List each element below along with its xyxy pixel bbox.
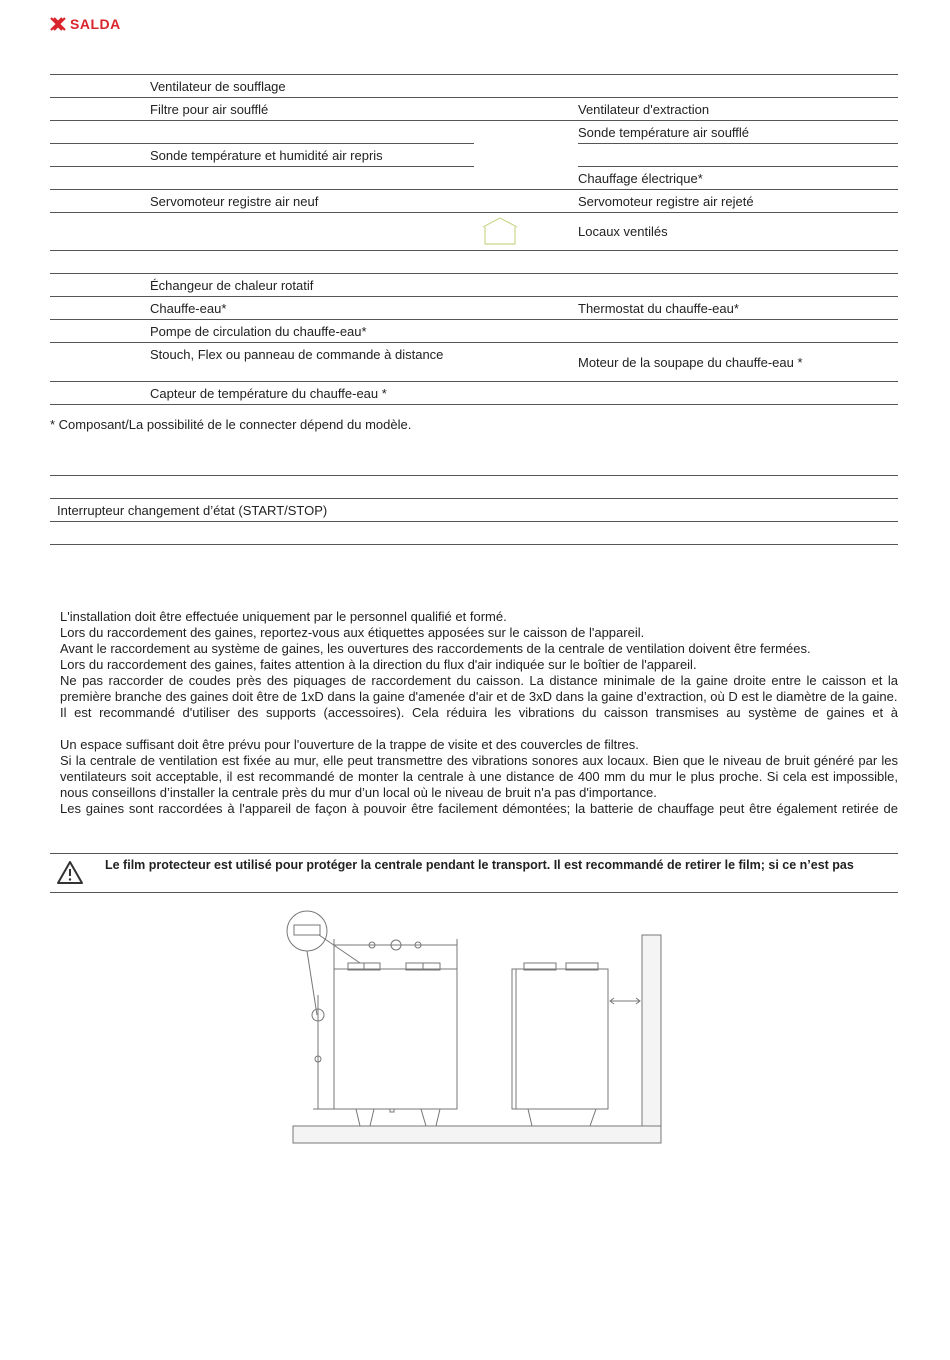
component-right-6: Servomoteur registre air rejeté (578, 194, 754, 209)
component-right-5: Chauffage électrique* (578, 171, 703, 186)
install-line-5: Ne pas raccorder de coudes près des piquages de raccordement du caisson. La distance minimale de la gaine droite entre le caisson et la première branche des gaines doit être de 1xD dans la gaine d'amenée d'air et de 3xD dans la gaine d’extraction, où D est le diamètre de la gaine. (60, 673, 898, 704)
component-right-2: Ventilateur d'extraction (578, 102, 710, 117)
component-right-10: Thermostat du chauffe-eau* (578, 301, 739, 316)
footnote: * Composant/La possibilité de le connecter dépend du modèle. (50, 417, 412, 432)
install-line-2: Lors du raccordement des gaines, reportez-vous aux étiquettes apposées sur le caisson de l'appareil. (60, 625, 645, 640)
component-right-3: Sonde température air soufflé (578, 125, 750, 140)
install-line-9: Les gaines sont raccordées à l'appareil de façon à pouvoir être facilement démontées; la batterie de chauffage peut être également retirée de (60, 801, 898, 816)
install-line-6: Il est recommandé d'utiliser des supports (accessoires). Cela réduira les vibrations du caisson transmises au système de gaines et à (60, 705, 898, 720)
salda-logo-icon (50, 17, 66, 31)
install-line-8: Si la centrale de ventilation est fixée au mur, elle peut transmettre des vibrations sonores aux locaux. Bien que le niveau de bruit généré par les ventilateurs soit acceptable, il est recommandé de monter la centrale à une distance de 400 mm du mur le plus proche. Si cela est impossible, nous conseillons d’installer la centrale près du mur d’un local où le niveau de bruit n'a pas d'importance. (60, 753, 898, 800)
component-left-4: Sonde température et humidité air repris (150, 148, 383, 163)
component-left-9: Échangeur de chaleur rotatif (150, 278, 314, 293)
component-left-2: Filtre pour air soufflé (150, 102, 269, 117)
installation-text-block-1 (60, 609, 898, 721)
install-line-3: Avant le raccordement au système de gaines, les ouvertures des raccordements de la centrale de ventilation doivent être fermées. (60, 641, 811, 656)
component-left-1: Ventilateur de soufflage (150, 79, 286, 94)
component-left-11: Pompe de circulation du chauffe-eau* (150, 324, 367, 339)
installation-drawing (280, 905, 670, 1150)
component-left-12: Stouch, Flex ou panneau de commande à distance (150, 347, 444, 362)
install-line-1: L'installation doit être effectuée uniquement par le personnel qualifié et formé. (60, 609, 507, 624)
warning-text: Le film protecteur est utilisé pour protéger la centrale pendant le transport. Il est recommandé de retirer le film; si ce n’est pas (105, 858, 854, 872)
brand-name: SALDA (70, 16, 121, 32)
installation-text-block-2 (60, 737, 898, 817)
salda-logo (50, 16, 121, 32)
component-right-7: Locaux ventilés (578, 224, 668, 239)
house-icon (481, 217, 519, 245)
component-left-10: Chauffe-eau* (150, 301, 227, 316)
install-line-7: Un espace suffisant doit être prévu pour l'ouverture de la trappe de visite et des couvercles de filtres. (60, 737, 639, 752)
switch-row-label: Interrupteur changement d’état (START/STOP) (57, 503, 328, 518)
component-right-12: Moteur de la soupape du chauffe-eau * (578, 355, 803, 370)
component-left-6: Servomoteur registre air neuf (150, 194, 319, 209)
warning-box (50, 853, 898, 893)
warning-triangle-icon (56, 860, 84, 886)
component-left-13: Capteur de température du chauffe-eau * (150, 386, 387, 401)
install-line-4: Lors du raccordement des gaines, faites attention à la direction du flux d'air indiquée sur le boîtier de l'appareil. (60, 657, 697, 672)
